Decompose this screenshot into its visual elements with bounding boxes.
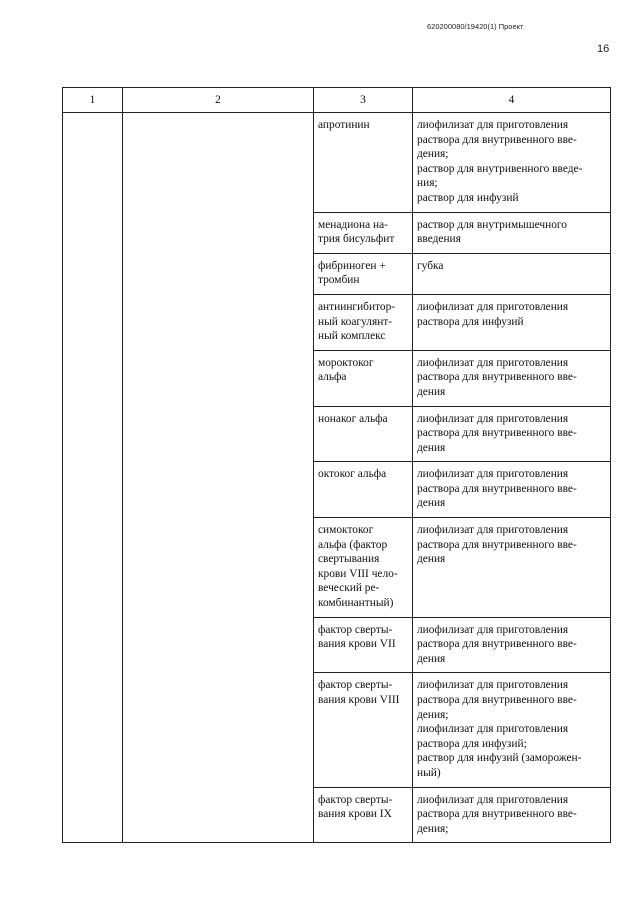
drug-name-cell bbox=[314, 294, 413, 350]
drug-name-cell bbox=[314, 787, 413, 843]
drug-name-line: ный комплекс bbox=[318, 330, 386, 343]
drug-name-cell bbox=[314, 462, 413, 518]
drug-name-line: вания крови IX bbox=[318, 808, 392, 821]
dosage-form-line: раствор для внутримышечного bbox=[417, 218, 567, 231]
dosage-form-line: лиофилизат для приготовления bbox=[417, 300, 569, 313]
dosage-form-cell bbox=[413, 787, 611, 843]
dosage-form-line: лиофилизат для приготовления bbox=[417, 679, 569, 692]
dosage-form-line: дения bbox=[417, 441, 446, 454]
dosage-form-cell bbox=[413, 350, 611, 406]
dosage-form-line: губка bbox=[417, 259, 444, 272]
dosage-form-line: ный) bbox=[417, 766, 441, 779]
drug-name-line: вания крови VIII bbox=[318, 694, 400, 706]
drug-name-line: тромбин bbox=[318, 274, 360, 287]
drug-name-line: апротинин bbox=[318, 119, 370, 131]
dosage-form-line: лиофилизат для приготовления bbox=[417, 412, 569, 425]
dosage-form-line: раствора для внутривенного вве- bbox=[417, 808, 577, 821]
dosage-form-line: введения bbox=[417, 233, 461, 246]
dosage-form-line: дения bbox=[417, 497, 446, 510]
page-number: 16 bbox=[597, 43, 610, 55]
drug-name-line: фактор сверты- bbox=[318, 679, 393, 692]
drug-name-line: нонаког альфа bbox=[318, 412, 388, 425]
drug-name-line: свертывания bbox=[318, 553, 380, 566]
dosage-form-line: раствора для внутривенного вве- bbox=[417, 371, 577, 384]
atc-group-cell bbox=[123, 113, 314, 843]
drug-name-cell bbox=[314, 113, 413, 213]
dosage-form-line: ния; bbox=[417, 177, 438, 190]
drug-name-cell bbox=[314, 406, 413, 462]
dosage-form-line: раствора для инфузий bbox=[417, 315, 524, 328]
dosage-form-cell bbox=[413, 212, 611, 253]
drug-name-line: менадиона на- bbox=[318, 218, 388, 231]
dosage-form-line: дения bbox=[417, 553, 446, 566]
column-header-3: 3 bbox=[314, 88, 413, 113]
dosage-form-line: лиофилизат для приготовления bbox=[417, 119, 569, 131]
dosage-form-line: дения bbox=[417, 385, 446, 398]
dosage-form-cell bbox=[413, 673, 611, 787]
dosage-form-line: дения; bbox=[417, 822, 449, 835]
dosage-form-line: раствора для внутривенного вве- bbox=[417, 482, 577, 495]
atc-code-cell bbox=[63, 113, 123, 843]
dosage-form-line: раствора для внутривенного вве- bbox=[417, 638, 577, 651]
drug-name-line: комбинантный) bbox=[318, 597, 394, 610]
column-header-4: 4 bbox=[413, 88, 611, 113]
dosage-form-cell bbox=[413, 294, 611, 350]
dosage-form-cell bbox=[413, 617, 611, 673]
dosage-form-line: лиофилизат для приготовления bbox=[417, 356, 569, 369]
drug-name-line: альфа (фактор bbox=[318, 538, 388, 551]
dosage-form-line: раствор для внутривенного введе- bbox=[417, 162, 583, 175]
dosage-form-line: лиофилизат для приготовления bbox=[417, 623, 569, 636]
dosage-form-line: лиофилизат для приготовления bbox=[417, 468, 569, 481]
column-header-1: 1 bbox=[63, 88, 123, 113]
drug-name-line: трия бисульфит bbox=[318, 233, 395, 246]
drug-table bbox=[62, 87, 611, 843]
dosage-form-line: раствор для инфузий bbox=[417, 191, 519, 204]
drug-name-line: альфа bbox=[318, 371, 347, 384]
drug-name-cell bbox=[314, 673, 413, 787]
drug-name-line: антиингибитор- bbox=[318, 300, 396, 313]
dosage-form-line: раствор для инфузий (заморожен- bbox=[417, 752, 582, 765]
dosage-form-line: лиофилизат для приготовления bbox=[417, 723, 569, 736]
dosage-form-cell bbox=[413, 462, 611, 518]
dosage-form-line: дения; bbox=[417, 148, 449, 161]
table-row bbox=[63, 113, 611, 213]
drug-name-line: вания крови VII bbox=[318, 638, 396, 651]
dosage-form-cell bbox=[413, 253, 611, 294]
dosage-form-line: раствора для инфузий; bbox=[417, 737, 527, 750]
drug-name-cell bbox=[314, 253, 413, 294]
dosage-form-line: раствора для внутривенного вве- bbox=[417, 694, 577, 706]
dosage-form-cell bbox=[413, 406, 611, 462]
dosage-form-line: раствора для внутривенного вве- bbox=[417, 538, 577, 551]
dosage-form-cell bbox=[413, 518, 611, 618]
drug-name-line: крови VIII чело- bbox=[318, 567, 398, 580]
drug-name-line: ный коагулянт- bbox=[318, 315, 393, 328]
drug-name-line: веческий ре- bbox=[318, 582, 380, 595]
document-id: 620200080/19420(1) Проект bbox=[427, 22, 524, 31]
drug-name-line: октоког альфа bbox=[318, 468, 387, 481]
table-body bbox=[63, 113, 611, 843]
dosage-form-line: лиофилизат для приготовления bbox=[417, 524, 569, 537]
drug-name-line: симоктоког bbox=[318, 524, 374, 537]
dosage-form-line: лиофилизат для приготовления bbox=[417, 793, 569, 806]
dosage-form-line: раствора для внутривенного вве- bbox=[417, 133, 577, 146]
drug-name-cell bbox=[314, 617, 413, 673]
column-header-row bbox=[63, 88, 611, 113]
dosage-form-line: раствора для внутривенного вве- bbox=[417, 427, 577, 440]
dosage-form-cell bbox=[413, 113, 611, 213]
drug-name-cell bbox=[314, 212, 413, 253]
drug-name-cell bbox=[314, 518, 413, 618]
drug-name-line: мороктоког bbox=[318, 356, 374, 369]
dosage-form-line: дения bbox=[417, 652, 446, 665]
drug-name-line: фактор сверты- bbox=[318, 623, 393, 636]
drug-name-line: фибриноген + bbox=[318, 259, 386, 272]
drug-name-cell bbox=[314, 350, 413, 406]
dosage-form-line: дения; bbox=[417, 708, 449, 721]
drug-name-line: фактор сверты- bbox=[318, 793, 393, 806]
column-header-2: 2 bbox=[123, 88, 314, 113]
